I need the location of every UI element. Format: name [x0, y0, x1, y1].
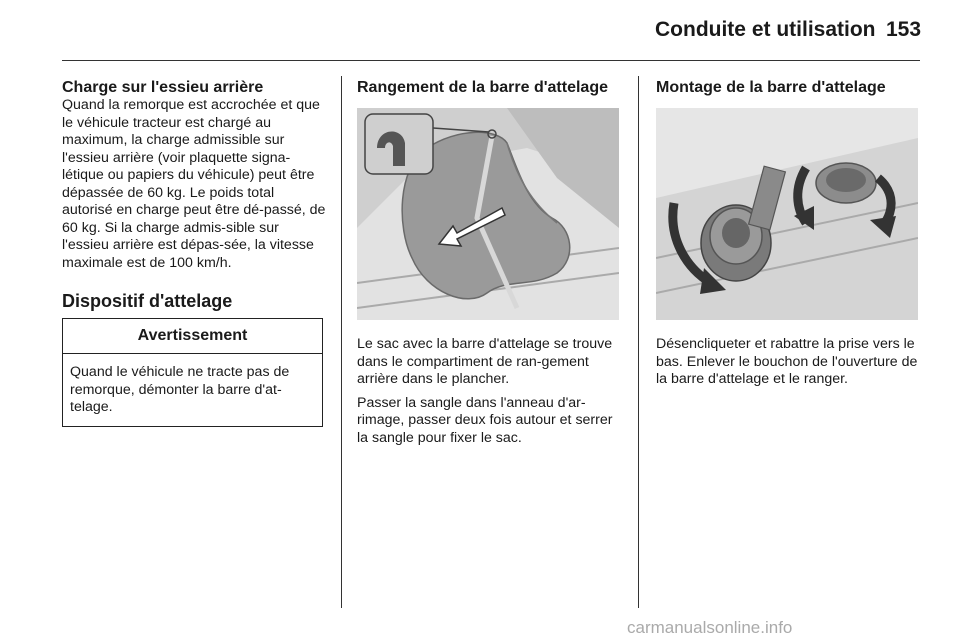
warning-text: Quand le véhicule ne tracte pas de remorque, démonter la barre d'at-telage. [70, 364, 290, 415]
towbar-bag-illustration [357, 108, 619, 320]
storage-text-2: Passer la sangle dans l'anneau d'ar-rimage, passer deux fois autour et serrer la sangle pour fixer le sac. [357, 394, 613, 446]
storage-text-1: Le sac avec la barre d'attelage se trouve dans le compartiment de ran-gement arrière dans le plancher. [357, 336, 613, 387]
column-2 [357, 79, 621, 447]
watermark: carmanualsonline.info [627, 618, 793, 637]
mounting-text-1: Désencliqueter et rabattre la prise vers le bas. Enlever le bouchon de l'ouverture de la barre d'attelage et le ranger. [656, 336, 918, 387]
warning-title: Avertissement [63, 319, 322, 354]
section-title: Conduite et utilisation [655, 18, 876, 41]
header-rule [62, 60, 920, 61]
heading-rear-axle-load: Charge sur l'essieu arrière [62, 79, 264, 96]
socket-removal-illustration [656, 108, 918, 320]
column-1 [62, 79, 326, 427]
column-divider-2 [638, 76, 639, 608]
heading-towbar-mounting: Montage de la barre d'attelage [656, 79, 886, 96]
heading-towbar-storage: Rangement de la barre d'attelage [357, 79, 608, 96]
heading-towing-device: Dispositif d'attelage [62, 291, 233, 311]
page-number: 153 [886, 18, 922, 41]
column-divider-1 [341, 76, 342, 608]
column-3 [656, 79, 920, 389]
rear-axle-load-text: Quand la remorque est accrochée et que le véhicule tracteur est chargé au maximum, la charge admissible sur l'essieu arrière (voir plaquette signa-létique ou papiers du véhicule) peut être dépassée de 60 kg. Le poids total autorisé en charge peut être dé-passé, de 60 kg. Si la charge admis-sible sur l'essieu arrière est dépas-sée, la vitesse maximale est de 100 km/h. [62, 97, 326, 271]
warning-box [62, 318, 323, 427]
